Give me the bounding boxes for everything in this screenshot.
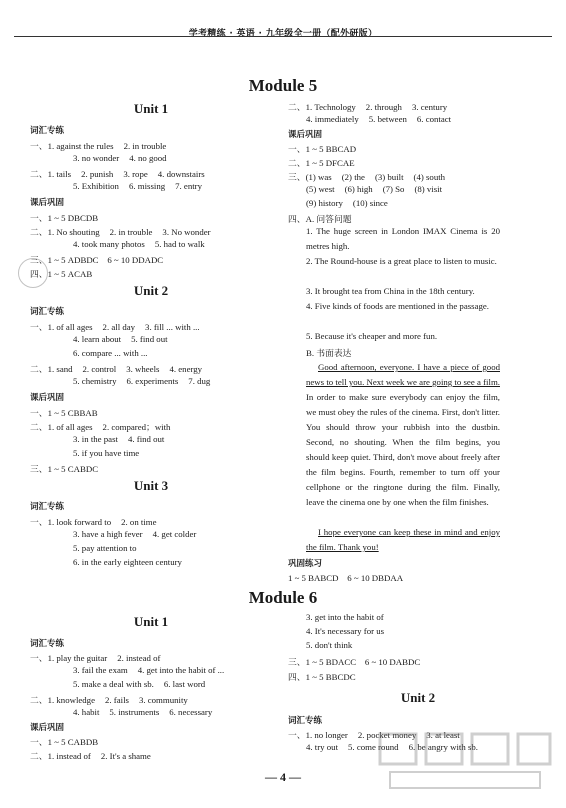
- stamp-mark: [18, 258, 48, 288]
- answer-line: 二、1. of all ages 2. compared；with: [30, 422, 171, 432]
- answer-q3: 3. It brought tea from China in the 18th century.: [306, 286, 475, 296]
- book-title: 学考精练 · 英语 · 九年级全一册（配外研版）: [188, 29, 378, 39]
- answer-line: 三、(1) was (2) the (3) built (4) south: [288, 172, 446, 182]
- answer-line: 4. It's necessary for us: [306, 626, 385, 636]
- answer-q1: 1. The huge screen in London IMAX Cinema is 20 metres high.: [306, 226, 500, 251]
- page-number: — 4 —: [265, 770, 301, 784]
- answer-line: 四、1 ~ 5 ACAB: [30, 269, 93, 279]
- answer-line: 二、1. Technology 2. through 3. century: [288, 102, 448, 112]
- answer-line: 4. habit 5. instruments 6. necessary: [73, 707, 213, 717]
- answer-line: 3. get into the habit of: [306, 612, 384, 622]
- essay-opening: Good afternoon, everyone. I have a piece of good news to tell you. Next week we are going to see a film.: [306, 362, 500, 387]
- answer-line: 5. if you have time: [73, 448, 140, 458]
- answer-line: 一、1. look forward to 2. on time: [30, 517, 157, 527]
- module-5-title: Module 5: [248, 76, 318, 95]
- answer-q2: 2. The Round-house is a great place to listen to music.: [306, 256, 497, 266]
- answer-line: 三、1 ~ 5 ADBDC 6 ~ 10 DDADC: [30, 255, 164, 265]
- essay-body: [306, 360, 500, 510]
- answer-line: 5. Exhibition 6. missing 7. entry: [73, 181, 202, 191]
- answer-line: 四、1 ~ 5 BBCDC: [288, 672, 356, 682]
- answer-line: 6. in the early eighteen century: [73, 557, 182, 567]
- answer-line: B. 书面表达: [306, 348, 352, 358]
- answer-line: 5. chemistry 6. experiments 7. dug: [73, 376, 211, 386]
- answer-line: 4. try out 5. come round 6. be angry with sb.: [306, 742, 478, 752]
- answer-line: 3. no wonder 4. no good: [73, 153, 167, 163]
- answer-line: 3. have a high fever 4. get colder: [73, 529, 197, 539]
- answer-line: (5) west (6) high (7) So (8) visit: [306, 184, 443, 194]
- answer-line: 一、1. of all ages 2. all day 3. fill ... with ...: [30, 322, 200, 332]
- m6-unit2-title: Unit 2: [400, 690, 436, 705]
- essay-middle: In order to make sure everybody can enjoy the film, we must obey the rules of the cinema. First, don't litter. You should throw your rubbish into the dustbin. Second, no shouting. When the film begins, you should keep quiet. Third, don't move about freely after the film begins. Fourth, remember to turn off your cellphone or the ringtone during the film. Finally, leave the cinema one by one when the film finishes.: [306, 392, 500, 507]
- m5-practice-heading: 巩固练习: [288, 559, 323, 569]
- answer-line: 一、1. play the guitar 2. instead of: [30, 653, 161, 663]
- m6-u2-vocab-heading: 词汇专练: [288, 716, 323, 726]
- m5-u3-vocab-heading: 词汇专练: [30, 502, 65, 512]
- m5-unit1-title: Unit 1: [133, 101, 169, 116]
- answer-line: (9) history (10) since: [306, 198, 388, 208]
- answer-line: 一、1. against the rules 2. in trouble: [30, 141, 167, 151]
- answer-line: 二、1. tails 2. punish 3. rope 4. downstairs: [30, 169, 205, 179]
- m6-u1-vocab-heading: 词汇专练: [30, 639, 65, 649]
- answer-line: 一、1. no longer 2. pocket money 3. at least: [288, 730, 460, 740]
- m5-unit3-title: Unit 3: [133, 478, 169, 493]
- answer-line: 4. learn about 5. find out: [73, 334, 168, 344]
- m5-u1-vocab-heading: 词汇专练: [30, 126, 65, 136]
- answer-line: 三、1 ~ 5 BDACC 6 ~ 10 DABDC: [288, 657, 421, 667]
- answer-q4: 4. Five kinds of foods are mentioned in the passage.: [306, 301, 489, 311]
- m5-u2-after-heading: 课后巩固: [30, 393, 65, 403]
- watermark-logo: [370, 726, 560, 796]
- answer-line: 6. compare ... with ...: [73, 348, 148, 358]
- answer-line: 三、1 ~ 5 CABDC: [30, 464, 99, 474]
- answer-line: 二、1. knowledge 2. fails 3. community: [30, 695, 188, 705]
- answer-line: 3. in the past 4. find out: [73, 434, 165, 444]
- answer-line: 4. took many photos 5. had to walk: [73, 239, 205, 249]
- m5-u2-vocab-heading: 词汇专练: [30, 307, 65, 317]
- answer-line: 二、1. instead of 2. It's a shame: [30, 751, 151, 761]
- m5-right-after-heading: 课后巩固: [288, 130, 323, 140]
- answer-line: 二、1. No shouting 2. in trouble 3. No wonder: [30, 227, 211, 237]
- answer-line: 一、1 ~ 5 DBCDB: [30, 213, 99, 223]
- answer-line: 3. fail the exam 4. get into the habit of ...: [73, 665, 225, 675]
- essay-ending: I hope everyone can keep these in mind and enjoy the film. Thank you!: [306, 527, 500, 552]
- answer-line: 5. don't think: [306, 640, 353, 650]
- answer-line: 一、1 ~ 5 CABDB: [30, 737, 99, 747]
- answer-line: 一、1 ~ 5 BBCAD: [288, 144, 357, 154]
- answer-line: 1 ~ 5 BABCD 6 ~ 10 DBDAA: [288, 573, 404, 583]
- answer-line: 二、1. sand 2. control 3. wheels 4. energy: [30, 364, 203, 374]
- answer-line: 二、1 ~ 5 DFCAE: [288, 158, 355, 168]
- answer-line: 四、A. 问答问题: [288, 214, 352, 224]
- answer-line: 4. immediately 5. between 6. contact: [306, 114, 452, 124]
- answer-line: 5. pay attention to: [73, 543, 137, 553]
- m6-unit1-title: Unit 1: [133, 614, 169, 629]
- m5-u1-after-heading: 课后巩固: [30, 198, 65, 208]
- answer-q5: 5. Because it's cheaper and more fun.: [306, 331, 438, 341]
- answer-line: 5. make a deal with sb. 6. last word: [73, 679, 206, 689]
- m6-u1-after-heading: 课后巩固: [30, 723, 65, 733]
- module-6-title: Module 6: [248, 588, 318, 607]
- header-rule: [14, 36, 552, 37]
- m5-unit2-title: Unit 2: [133, 283, 169, 298]
- answer-line: 一、1 ~ 5 CBBAB: [30, 408, 98, 418]
